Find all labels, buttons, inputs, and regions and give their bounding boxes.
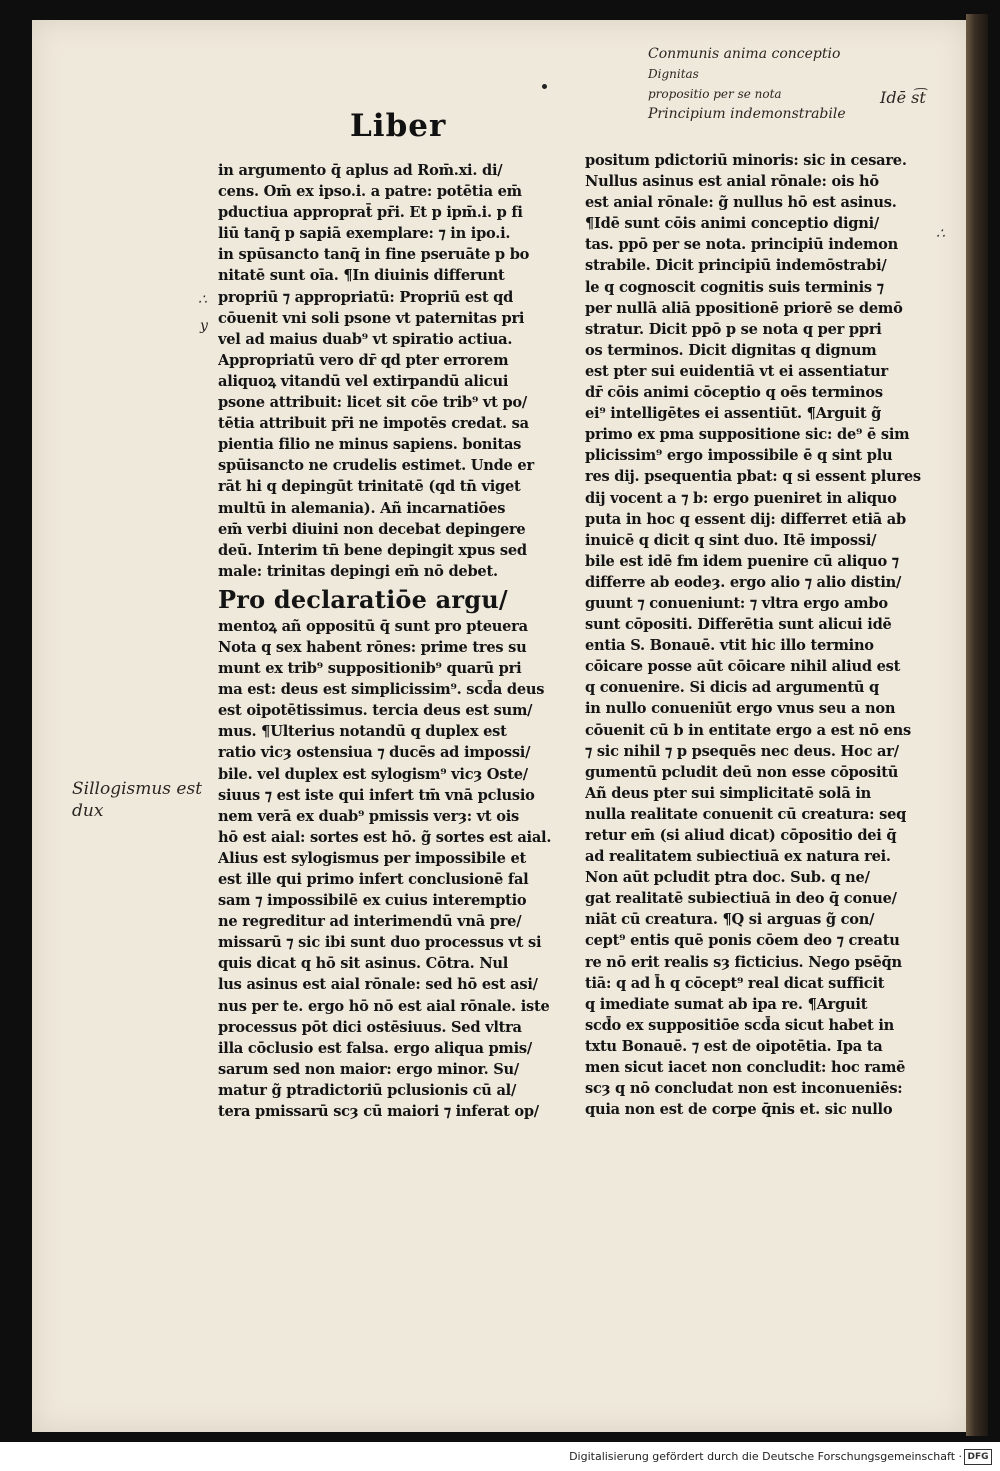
text-line: in argumento q̄ aplus ad Rom̄.xi. di/ — [218, 162, 503, 179]
text-line: nulla realitate conuenit cū creatura: seq — [585, 805, 907, 823]
text-line: plicissim⁹ ergo impossibile ē q sint plu — [585, 447, 893, 465]
text-line: sarum sed non maior: ergo minor. Su/ — [218, 1060, 519, 1078]
text-line: positum pdictoriū minoris: sic in cesare. — [585, 152, 907, 169]
text-line: spūisancto ne crudelis estimet. Unde er — [218, 457, 534, 475]
section-heading: Pro declaratiōe argu/ — [218, 584, 508, 614]
text-line: liū tanq̄ p sapiā exemplare: ⁊ in ipo.i. — [218, 225, 511, 243]
text-line: dr̄ cōis animi cōceptio q oēs terminos — [585, 384, 883, 402]
text-column-left — [218, 160, 568, 1122]
text-line: scd̄o ex suppositiōe scd̄a sicut habet in — [585, 1016, 895, 1034]
text-line: hō est aial: sortes est hō. g̃ sortes est aial. — [218, 828, 552, 846]
text-line: pductiua approprat̄ pr̄i. Et p ipm̄.i. p fi — [218, 204, 523, 222]
text-line: in spūsancto tanq̄ in fine pseruāte p bo — [218, 246, 530, 264]
text-line: Non aūt pcludit ptra doc. Sub. q ne/ — [585, 869, 870, 887]
text-line: bile. vel duplex est sylogism⁹ vicȝ Oste/ — [218, 765, 528, 783]
text-line: quia non est de corpe q̄nis et. sic nullo — [585, 1101, 893, 1119]
text-line: os terminos. Dicit dignitas q dignum — [585, 341, 877, 359]
text-line: txtu Bonauē. ⁊ est de oipotētia. Ipa ta — [585, 1037, 883, 1055]
text-line: munt ex trib⁹ suppositionib⁹ quarū pri — [218, 660, 522, 678]
text-line: differre ab eodeȝ. ergo alio ⁊ alio distin/ — [585, 573, 902, 591]
text-line: lus asinus est aial rōnale: sed hō est asi/ — [218, 976, 538, 994]
annotation-line: Principium indemonstrabile — [648, 106, 846, 122]
text-line: pientia filio ne minus sapiens. bonitas — [218, 436, 522, 454]
text-line: em̄ verbi diuini non decebat depingere — [218, 520, 526, 538]
text-line: scȝ q nō concludat non est inconueniēs: — [585, 1080, 903, 1098]
text-line: inuicē q dicit q sint duo. Itē impossi/ — [585, 531, 877, 549]
text-line: cōuenit cū b in entitate ergo a est nō ens — [585, 721, 911, 739]
text-line: cōicare posse aūt cōicare nihil aliud est — [585, 658, 901, 676]
text-line: ⁊ sic nihil ⁊ p psequēs nec deus. Hoc ar/ — [585, 742, 899, 760]
text-line: nem verā ex duab⁹ pmissis verȝ: vt ois — [218, 807, 519, 825]
text-line: sunt cōpositi. Differētia sunt alicui idē — [585, 616, 892, 634]
text-line: mentoꝝ añ oppositū q̄ sunt pro pteuera — [218, 617, 528, 635]
text-line: tera pmissarū scȝ cū maiori ⁊ inferat op/ — [218, 1103, 539, 1121]
text-line: mus. ¶Ulterius notandū q duplex est — [218, 723, 507, 741]
text-line: cōuenit vni soli psone vt paternitas pri — [218, 309, 525, 327]
text-line: ma est: deus est simplicissim⁹. scd̄a deus — [218, 681, 545, 699]
text-line: q imediate sumat ab ipa re. ¶Arguit — [585, 995, 868, 1013]
text-line: gat realitatē subiectiuā in deo q̄ conue/ — [585, 890, 897, 908]
text-line: est anial rōnale: g̃ nullus hō est asinus. — [585, 194, 897, 212]
text-line: Nullus asinus est anial rōnale: ois hō — [585, 173, 879, 191]
text-line: res dij. psequentia pbat: q si essent plures — [585, 468, 921, 486]
text-line: ratio vicȝ ostensiua ⁊ ducēs ad impossi/ — [218, 744, 531, 762]
text-line: niāt cū creatura. ¶Q si arguas g̃ con/ — [585, 911, 875, 929]
left-column-lines — [218, 160, 568, 582]
text-line: gumentū pcludit deū non esse cōpositū — [585, 763, 899, 781]
text-line: siuus ⁊ est iste qui infert tm̄ vnā pclusio — [218, 786, 535, 804]
text-line: le q cognoscit cognitis suis terminis ⁊ — [585, 278, 884, 296]
text-line: vel ad maius duab⁹ vt spiratio actiua. — [218, 330, 513, 348]
text-line: multū in alemania). Añ incarnatiōes — [218, 499, 506, 517]
text-line: re nō erit realis sȝ ficticius. Nego psēq̄n — [585, 953, 902, 971]
text-line: stratur. Dicit ppō p se nota q per ppri — [585, 320, 882, 338]
text-line: est oipotētissimus. tercia deus est sum/ — [218, 702, 533, 720]
right-column-lines — [585, 150, 935, 1120]
text-line: tētia attribuit pr̄i ne impotēs credat. sa — [218, 415, 529, 433]
text-line: Appropriatū vero dr̄ qd pter errorem — [218, 351, 509, 369]
text-line: Alius est sylogismus per impossibile et — [218, 849, 527, 867]
text-line: strabile. Dicit principiū indemōstrabi/ — [585, 257, 887, 275]
text-line: quis dicat q hō sit asinus. Cōtra. Nul — [218, 955, 509, 973]
text-line: Añ deus pter sui simplicitatē solā in — [585, 784, 872, 802]
text-line: entia S. Bonauē. vtit hic illo termino — [585, 637, 874, 655]
text-line: matur g̃ ptradictoriū pclusionis cū al/ — [218, 1081, 517, 1099]
text-line: ne regreditur ad interimendū vnā pre/ — [218, 913, 522, 931]
text-line: tas. ppō per se nota. principiū indemon — [585, 236, 898, 254]
margin-mark: ∴ — [936, 226, 945, 242]
text-line: per nullā aliā ppositionē priorē se demō — [585, 299, 903, 317]
text-line: deū. Interim tn̄ bene depingit xpus sed — [218, 541, 527, 559]
marginal-note-top-right: Idē s͡t — [880, 88, 926, 107]
text-line: aliquoꝝ vitandū vel extirpandū alicui — [218, 372, 509, 390]
annotation-line: Conmunis anima conceptio — [648, 46, 841, 62]
text-line: puta in hoc q essent dij: differret etiā ab — [585, 510, 906, 528]
text-line: processus pōt dici ostēsiuus. Sed vltra — [218, 1018, 522, 1036]
annotation-line: Dignitas — [648, 67, 699, 81]
text-column-right — [585, 150, 935, 1120]
text-line: illa cōclusio est falsa. ergo aliqua pmis/ — [218, 1039, 532, 1057]
text-line: ei⁹ intelligētes ei assentiūt. ¶Arguit g̃ — [585, 405, 882, 423]
text-line: psone attribuit: licet sit cōe trib⁹ vt po/ — [218, 394, 527, 412]
text-line: cens. Om̄ ex ipso.i. a patre: potētia em̄ — [218, 183, 522, 201]
dfg-logo: DFG — [964, 1449, 992, 1465]
text-line: men sicut iacet non concludit: hoc ramē — [585, 1059, 906, 1077]
text-line: guunt ⁊ conueniunt: ⁊ vltra ergo ambo — [585, 594, 888, 612]
text-line: cept⁹ entis quē ponis cōem deo ⁊ creatu — [585, 932, 900, 950]
text-line: male: trinitas depingi em̄ nō debet. — [218, 562, 498, 580]
text-line: Nota q sex habent rōnes: prime tres su — [218, 638, 527, 656]
text-line: nus per te. ergo hō nō est aial rōnale. iste — [218, 997, 550, 1015]
text-line: nitatē sunt oīa. ¶In diuinis differunt — [218, 267, 505, 285]
text-line: in nullo conueniūt ergo vnus seu a non — [585, 700, 896, 718]
text-line: est ille qui primo infert conclusionē fal — [218, 871, 529, 888]
text-line: tiā: q ad h̄ q cōcept⁹ real dicat sufficit — [585, 974, 885, 992]
left-column-lines-continued — [218, 616, 568, 1122]
text-line: missarū ⁊ sic ibi sunt duo processus vt si — [218, 934, 542, 952]
ink-dot — [542, 84, 547, 89]
text-line: est pter sui euidentiā vt ei assentiatur — [585, 362, 888, 380]
margin-mark: y — [200, 318, 208, 334]
annotation-line: Sillogismus est — [72, 779, 203, 799]
text-line: bile est idē fm idem puenire cū aliquo ⁊ — [585, 552, 899, 570]
page-edge — [966, 14, 988, 1436]
text-line: rāt hi q depingūt trinitatē (qd tn̄ viget — [218, 478, 521, 496]
text-line: ¶Idē sunt cōis animi conceptio digni/ — [585, 215, 879, 233]
text-line: propriū ⁊ appropriatū: Propriū est qd — [218, 288, 514, 306]
footer-credit: Digitalisierung gefördert durch die Deutsche Forschungsgemeinschaft · — [569, 1450, 962, 1463]
margin-mark: ∴ — [198, 292, 207, 308]
text-line: ad realitatem subiectiuā ex natura rei. — [585, 848, 891, 866]
annotation-line: propositio per se nota — [648, 87, 782, 101]
text-line: sam ⁊ impossibilē ex cuius interemptio — [218, 892, 527, 910]
running-title: Liber — [350, 108, 447, 144]
marginal-note-top — [648, 44, 948, 124]
annotation-line: dux — [72, 801, 104, 821]
text-line: retur em̄ (si aliud dicat) cōpositio dei q̄ — [585, 827, 897, 844]
text-line: primo ex pma suppositione sic: de⁹ ē sim — [585, 426, 910, 444]
text-line: q conuenire. Si dicis ad argumentū q — [585, 679, 880, 697]
marginal-note-left — [72, 778, 232, 822]
text-line: dij vocent a ⁊ b: ergo pueniret in aliquo — [585, 489, 897, 507]
footer-bar — [0, 1442, 1000, 1471]
